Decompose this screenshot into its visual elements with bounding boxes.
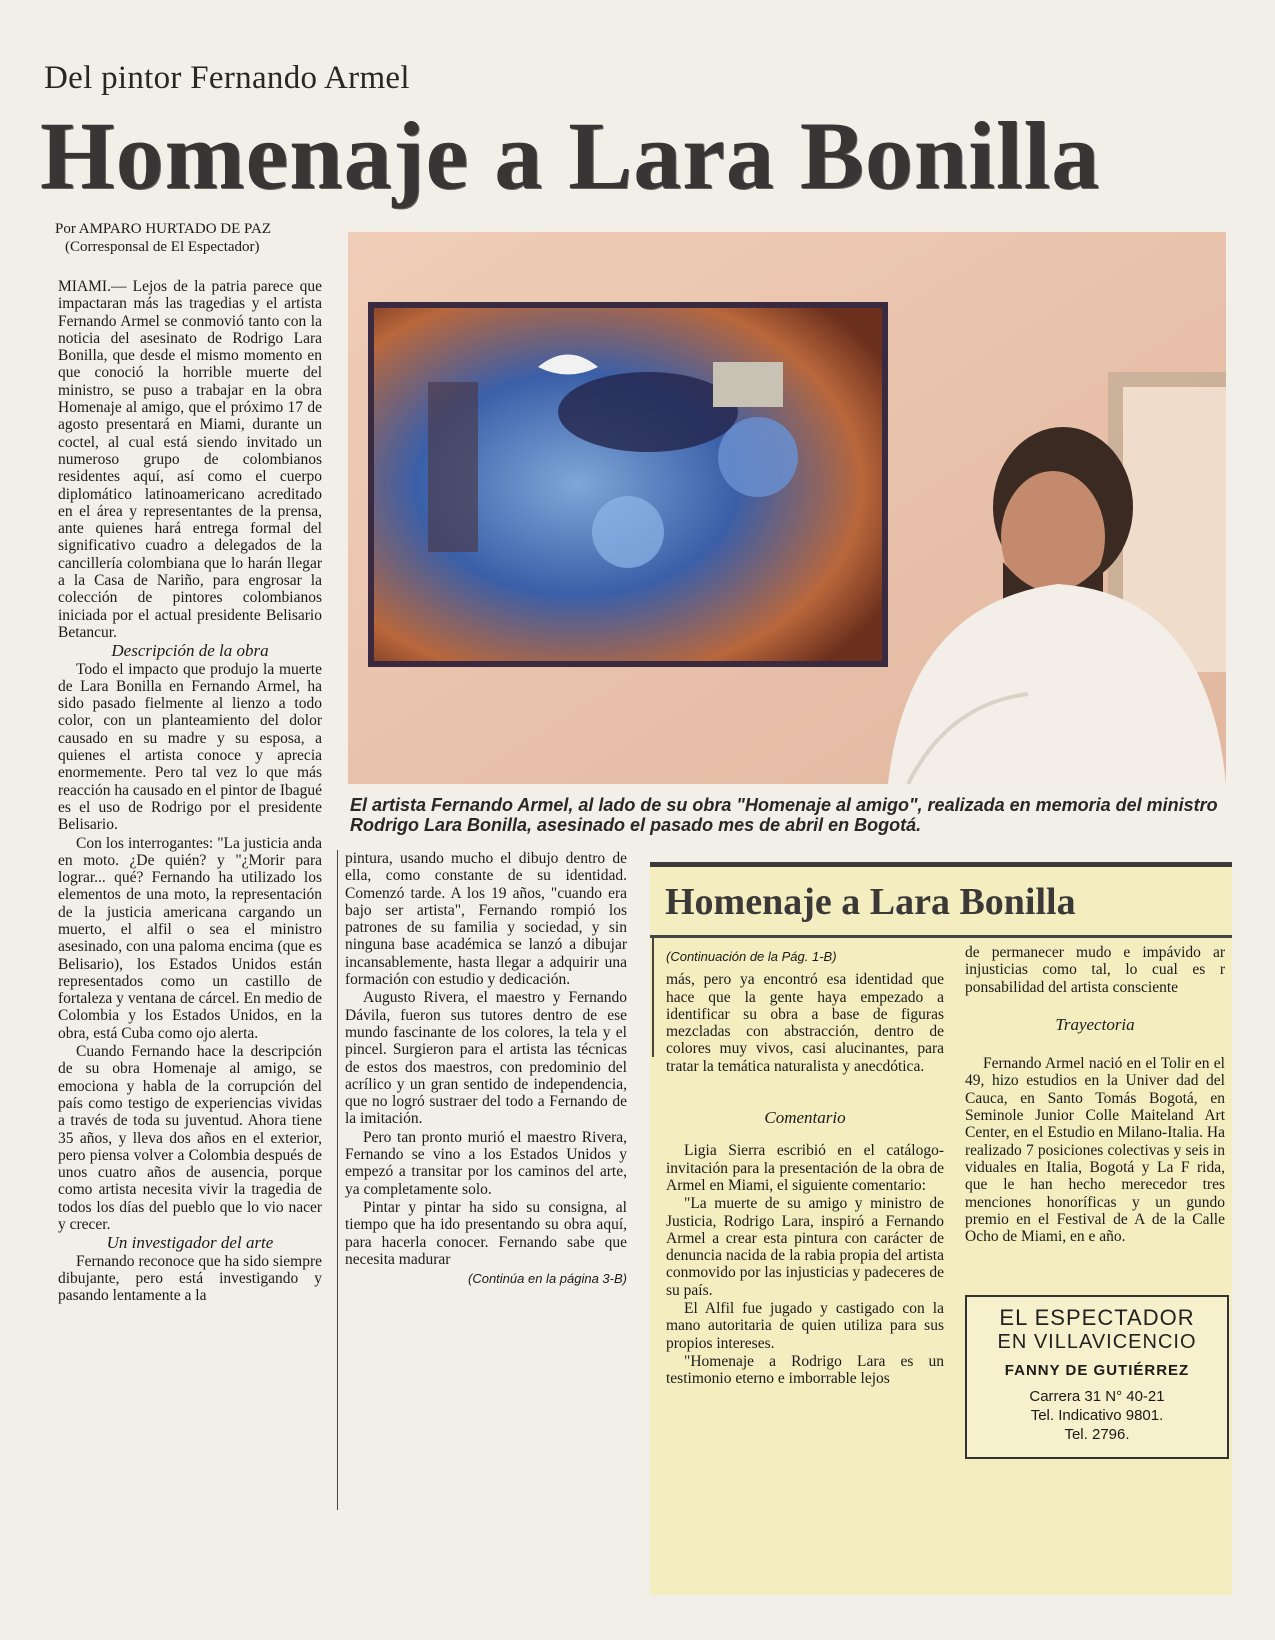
ad-name: FANNY DE GUTIÉRREZ xyxy=(1004,1362,1190,1379)
box-left-rule xyxy=(652,937,654,1057)
article-paragraph: Todo el impacto que produjo la muerte de Lara Bonilla en Fernando Armel, ha sido pasado fielmente al lienzo a todo color, con un planteamiento del dolor causado en su madre y su esposa, a quienes el artista conoce y aprecia enormemente. Pero tal vez lo que más reacción ha causado en el pintor de Ibagué es el uso de Rodrigo por el presidente Belisario. xyxy=(58,660,322,834)
article-paragraph: Augusto Rivera, el maestro y Fernando Dávila, fueron sus tutores dentro de ese mundo fascinante de los colores, la tela y el pincel. Surgieron para el artista las técnicas de estos dos maestros, con predominio del acrílico y un gran sentido de independencia, que no logró sustraer del todo a Fernando de la imitación. xyxy=(345,989,627,1128)
byline-author: Por AMPARO HURTADO DE PAZ xyxy=(55,221,271,237)
artist-photo-illustration xyxy=(348,232,1226,784)
ad-line-1: EL ESPECTADOR xyxy=(999,1305,1195,1330)
article-paragraph: Pintar y pintar ha sido su consigna, al tiempo que ha ido presentando su obra aquí, para hacerla conocer. Fernando sabe que necesita madurar xyxy=(345,1198,627,1268)
article-paragraph: Cuando Fernando hace la descripción de su obra Homenaje al amigo, se emociona y habla de la corrupción del país como testigo de experiencias vividas a través de toda su juventud. Ahora tiene 35 años, y lleva dos años en el exterior, pero piensa volver a Colombia después de unos cuatro años de ausencia, porque como artista necesita vivir la tragedia de todos los días del pueblo que lo vio nacer y crecer. xyxy=(58,1043,322,1234)
column-divider xyxy=(337,850,338,1510)
artist-photo xyxy=(348,232,1226,784)
advertisement-box xyxy=(965,1295,1229,1459)
ad-telephone-2: Tel. 2796. xyxy=(1064,1426,1130,1443)
ad-line-2: EN VILLAVICENCIO xyxy=(997,1331,1197,1353)
article-column-1 xyxy=(58,278,322,1306)
article-paragraph: "La muerte de su amigo y ministro de Justicia, Rodrigo Lara, inspiró a Fernando Armel a crear esta pintura con carácter de denuncia nacida de la rabia propia del artista conmovido por las injusticias y padeceres de su país. xyxy=(666,1195,944,1299)
subheading-investigador: Un investigador del arte xyxy=(106,1233,274,1253)
article-paragraph: pintura, usando mucho el dibujo dentro de ella, como constante de su identidad. Comenzó tarde. A los 19 años, "cuando era bajo ser artista", Fernando rompió los patrones de su familia y sociedad, y sin ninguna base académica se lanzó a dibujar incansablemente, hasta llegar a adquirir una formación con estudio y dedicación. xyxy=(345,850,627,989)
photo-caption: El artista Fernando Armel, al lado de su obra "Homenaje al amigo", realizada en memoria del ministro Rodrigo Lara Bonilla, asesinado el pasado mes de abril en Bogotá. xyxy=(350,795,1218,835)
kicker: Del pintor Fernando Armel xyxy=(44,60,410,96)
article-column-2 xyxy=(345,850,627,1287)
painting xyxy=(368,302,888,667)
continuation-column-2 xyxy=(965,944,1225,1246)
article-paragraph: MIAMI.— Lejos de la patria parece que impactaran más las tragedias y el artista Fernando Armel se conmovió tanto con la noticia del asesinato de Rodrigo Lara Bonilla, que desde el mismo momento en que conoció la horrible muerte del ministro, se puso a trabajar en la obra Homenaje al amigo, que el próximo 17 de agosto presentará en Miami, durante un coctel, al cual está siendo invitado un numeroso grupo de colombianos residentes aquí, así como el cuerpo diplomático latinoamericano acreditado en el área y representantes de la prensa, ante quienes hará entrega formal del significativo cuadro a delegados de la cancillería colombiana que lo harán llegar a la Casa de Nariño, para engrosar la colección de pintores colombianos iniciada por el actual presidente Belisario Betancur. xyxy=(58,278,322,641)
ad-telephone-1: Tel. Indicativo 9801. xyxy=(1030,1407,1164,1424)
article-paragraph: Fernando Armel nació en el Tolir en el 49, hizo estudios en la Univer dad del Cauca, en Santo Tomás Bogotá, en Seminole Junior Colle Maiteland Art Center, en el Estudio en Milano-Italia. Ha realizado 7 posiciones colectivas y seis in viduales en Italia, Bogotá y La F rida, que le han hecho merecedor tres menciones honoríficas y un gundo premio en el Festival de A de la Calle Ocho de Miami, en e año. xyxy=(965,1055,1225,1246)
continued-note: (Continúa en la página 3-B) xyxy=(468,1271,627,1287)
article-paragraph: más, pero ya encontró esa identidad que hace que la gente haya empezado a identificar su obra a base de figuras mezcladas con abstracción, dentro de colores muy vivos, casi alucinantes, para tratar la temática naturalista y anecdótica. xyxy=(666,971,944,1075)
article-paragraph: Pero tan pronto murió el maestro Rivera, Fernando se vino a los Estados Unidos y empezó a transitar por los caminos del arte, ya completamente solo. xyxy=(345,1128,627,1198)
subheading-descripcion: Descripción de la obra xyxy=(111,641,269,661)
article-paragraph: Fernando reconoce que ha sido siempre dibujante, pero está investigando y pasando lentamente a la xyxy=(58,1252,322,1305)
article-paragraph: Ligia Sierra escribió en el catálogo-invitación para la presentación de la obra de Armel en Miami, el siguiente comentario: xyxy=(666,1142,944,1194)
article-paragraph: de permanecer mudo e impávido ar injusticias como tal, lo cual es r ponsabilidad del artista consciente xyxy=(965,944,1225,996)
ad-address: Carrera 31 N° 40-21 xyxy=(1029,1388,1165,1405)
article-paragraph: "Homenaje a Rodrigo Lara es un testimonio eterno e imborrable lejos xyxy=(666,1352,944,1388)
byline-role: (Corresponsal de El Espectador) xyxy=(65,239,260,255)
byline xyxy=(55,220,325,256)
continuation-title: Homenaje a Lara Bonilla xyxy=(665,881,1076,923)
article-paragraph: El Alfil fue jugado y castigado con la mano autoritaria de quien utiliza para sus propios intereses. xyxy=(666,1300,944,1352)
article-paragraph: Con los interrogantes: "La justicia anda en moto. ¿De quién? y "¿Morir para lograr... qué? Fernando ha utilizado los elementos de una moto, la representación de la justicia americana cargando un muerto, el alfil o sea el ministro asesinado, con una paloma encima (que es Belisario), los Estados Unidos están representados como un castillo de fortaleza y ventana de cárcel. En medio de Colombia y los Estados Unidos, en la obra, está Cuba como ojo alerta. xyxy=(58,834,322,1042)
subheading-comentario: Comentario xyxy=(764,1108,846,1128)
headline: Homenaje a Lara Bonilla xyxy=(40,102,1101,209)
continuation-column-1 xyxy=(666,948,944,1389)
continuation-rule xyxy=(650,935,1232,938)
continuation-source: (Continuación de la Pág. 1-B) xyxy=(666,949,837,964)
subheading-trayectoria: Trayectoria xyxy=(1055,1014,1135,1034)
